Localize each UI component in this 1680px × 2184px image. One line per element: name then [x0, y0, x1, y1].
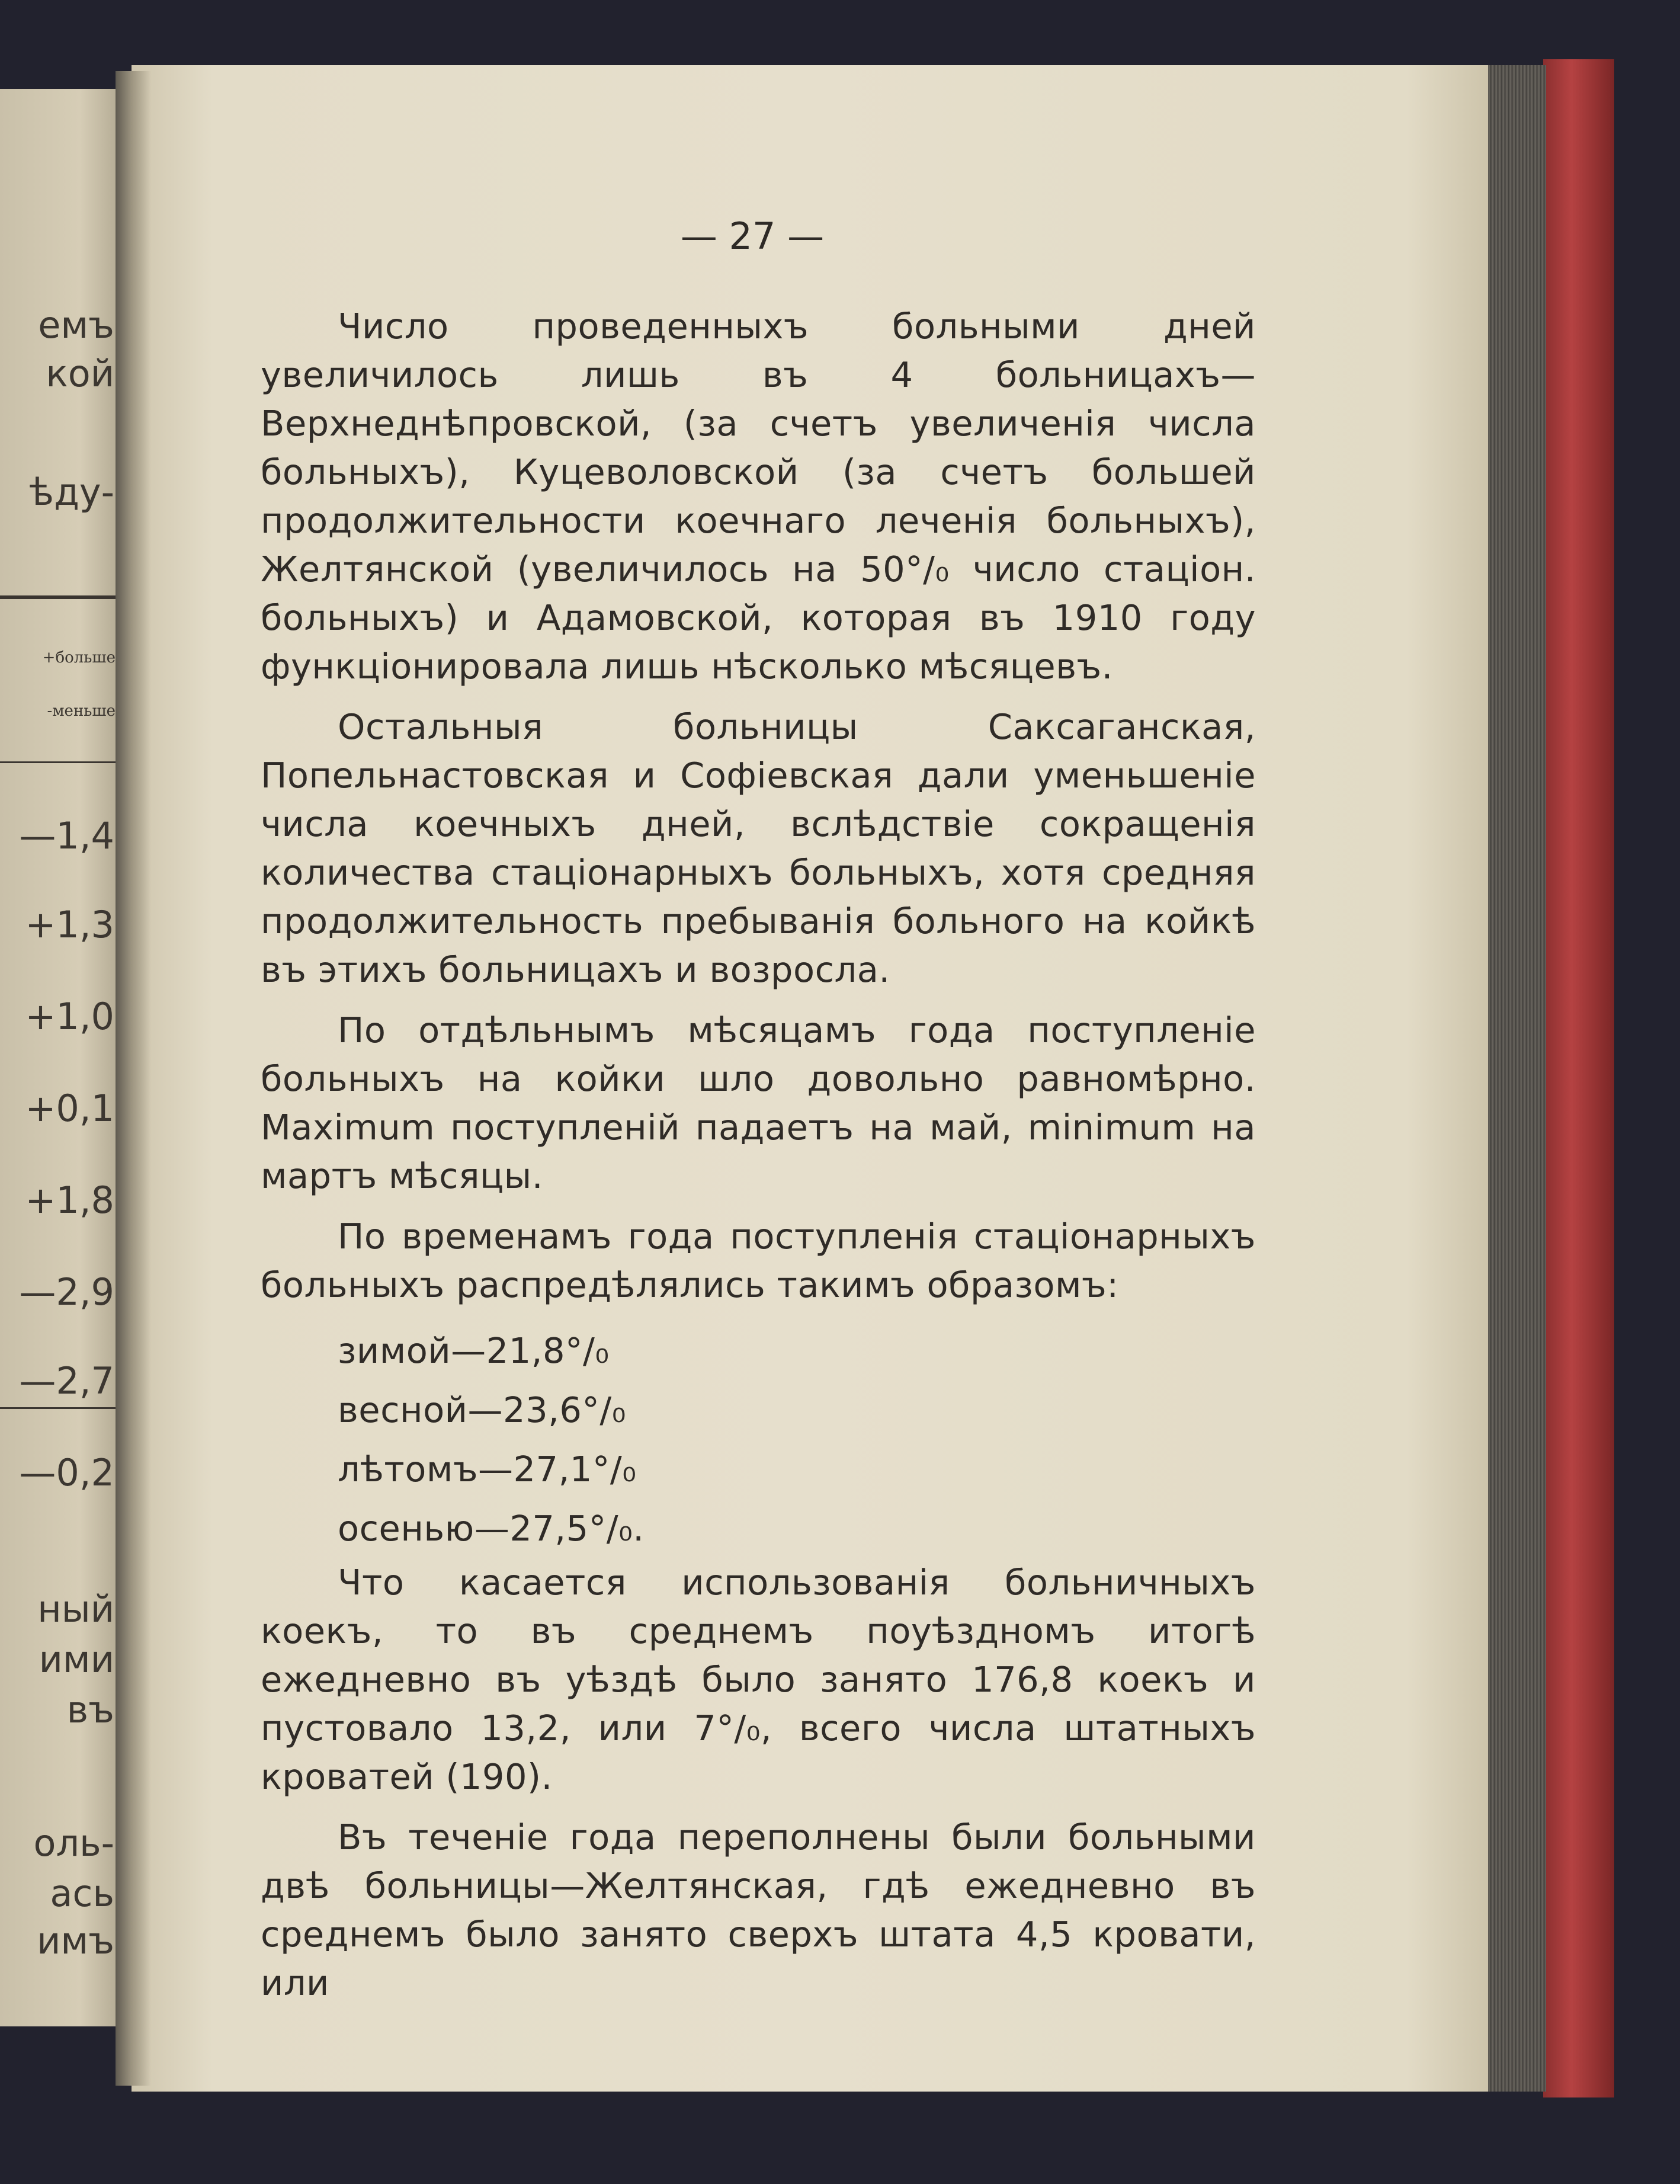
table-total-rule [0, 1407, 118, 1409]
paragraph: По отдѣльнымъ мѣсяцамъ года поступленіе больныхъ на койки шло довольно равномѣрно. Maximum поступленій падаетъ на май, minimum на мартъ мѣсяцы. [261, 1010, 1256, 1196]
book-cover-edge [1543, 59, 1614, 2097]
page-body [261, 302, 1256, 2019]
table-value: —1,4 [19, 814, 114, 857]
paragraph: Число проведенныхъ больными дней увеличилось лишь въ 4 больницахъ—Верхнеднѣпровской, (за счетъ увеличенія числа больныхъ), Куцеволовской (за счетъ большей продолжительности коечнаго леченія больныхъ), Желтянской (увеличилось на 50°/₀ число стаціон. больныхъ) и Адамовской, которая въ 1910 году функціонировала лишь нѣсколько мѣсяцевъ. [261, 306, 1256, 687]
left-page-fragment: въ [66, 1688, 114, 1731]
paragraph: По временамъ года поступленія стаціонарныхъ больныхъ распредѣлялись такимъ образомъ: [261, 1216, 1256, 1305]
season-item: весной—23,6°/₀ [338, 1389, 626, 1430]
left-page-fragment: емъ [38, 303, 114, 347]
spine-shadow [116, 71, 151, 2086]
left-page-fragment: ѣду- [29, 470, 114, 514]
left-page-fragment: ими [39, 1638, 114, 1681]
table-value: +1,0 [25, 995, 114, 1038]
table-top-rule [0, 595, 118, 599]
column-header-less: -меньше [47, 702, 116, 720]
paragraph: Въ теченіе года переполнены были больными двѣ больницы—Желтянская, гдѣ ежедневно въ среднемъ было занято сверхъ штата 4,5 кровати, или [261, 1817, 1256, 2003]
season-item: лѣтомъ—27,1°/₀ [338, 1449, 637, 1490]
column-header-more: +больше [42, 649, 116, 667]
table-value: —2,9 [19, 1270, 114, 1314]
season-item: осенью—27,5°/₀. [338, 1508, 645, 1549]
table-value: —2,7 [19, 1359, 114, 1402]
left-page-fragment: кой [46, 352, 114, 395]
paragraph: Остальныя больницы Саксаганская, Попельнастовская и Софіевская дали уменьшеніе числа коечныхъ дней, вслѣдствіе сокращенія количества стаціонарныхъ больныхъ, хотя средняя продолжительность пребыванія больного на койкѣ въ этихъ больницахъ и возросла. [261, 706, 1256, 990]
table-value: +1,8 [25, 1179, 114, 1222]
book-page-edges [1484, 65, 1546, 2092]
table-value: +0,1 [25, 1087, 114, 1130]
left-page [0, 89, 133, 2026]
left-page-fragment: оль- [33, 1821, 114, 1865]
table-value: —0,2 [19, 1451, 114, 1494]
left-page-fragment: имъ [37, 1919, 114, 1962]
paragraph: Что касается использованія больничныхъ коекъ, то въ среднемъ поуѣздномъ итогѣ ежедневно въ уѣздѣ было занято 176,8 коекъ и пустовало 13,2, или 7°/₀, всего числа штатныхъ кроватей (190). [261, 1562, 1256, 1797]
table-header-rule [0, 761, 118, 763]
left-page-fragment: ась [50, 1872, 114, 1915]
page-number: — 27 — [680, 214, 825, 258]
left-page-fragment: ный [37, 1587, 114, 1631]
table-value: +1,3 [25, 903, 114, 946]
season-item: зимой—21,8°/₀ [338, 1330, 610, 1371]
